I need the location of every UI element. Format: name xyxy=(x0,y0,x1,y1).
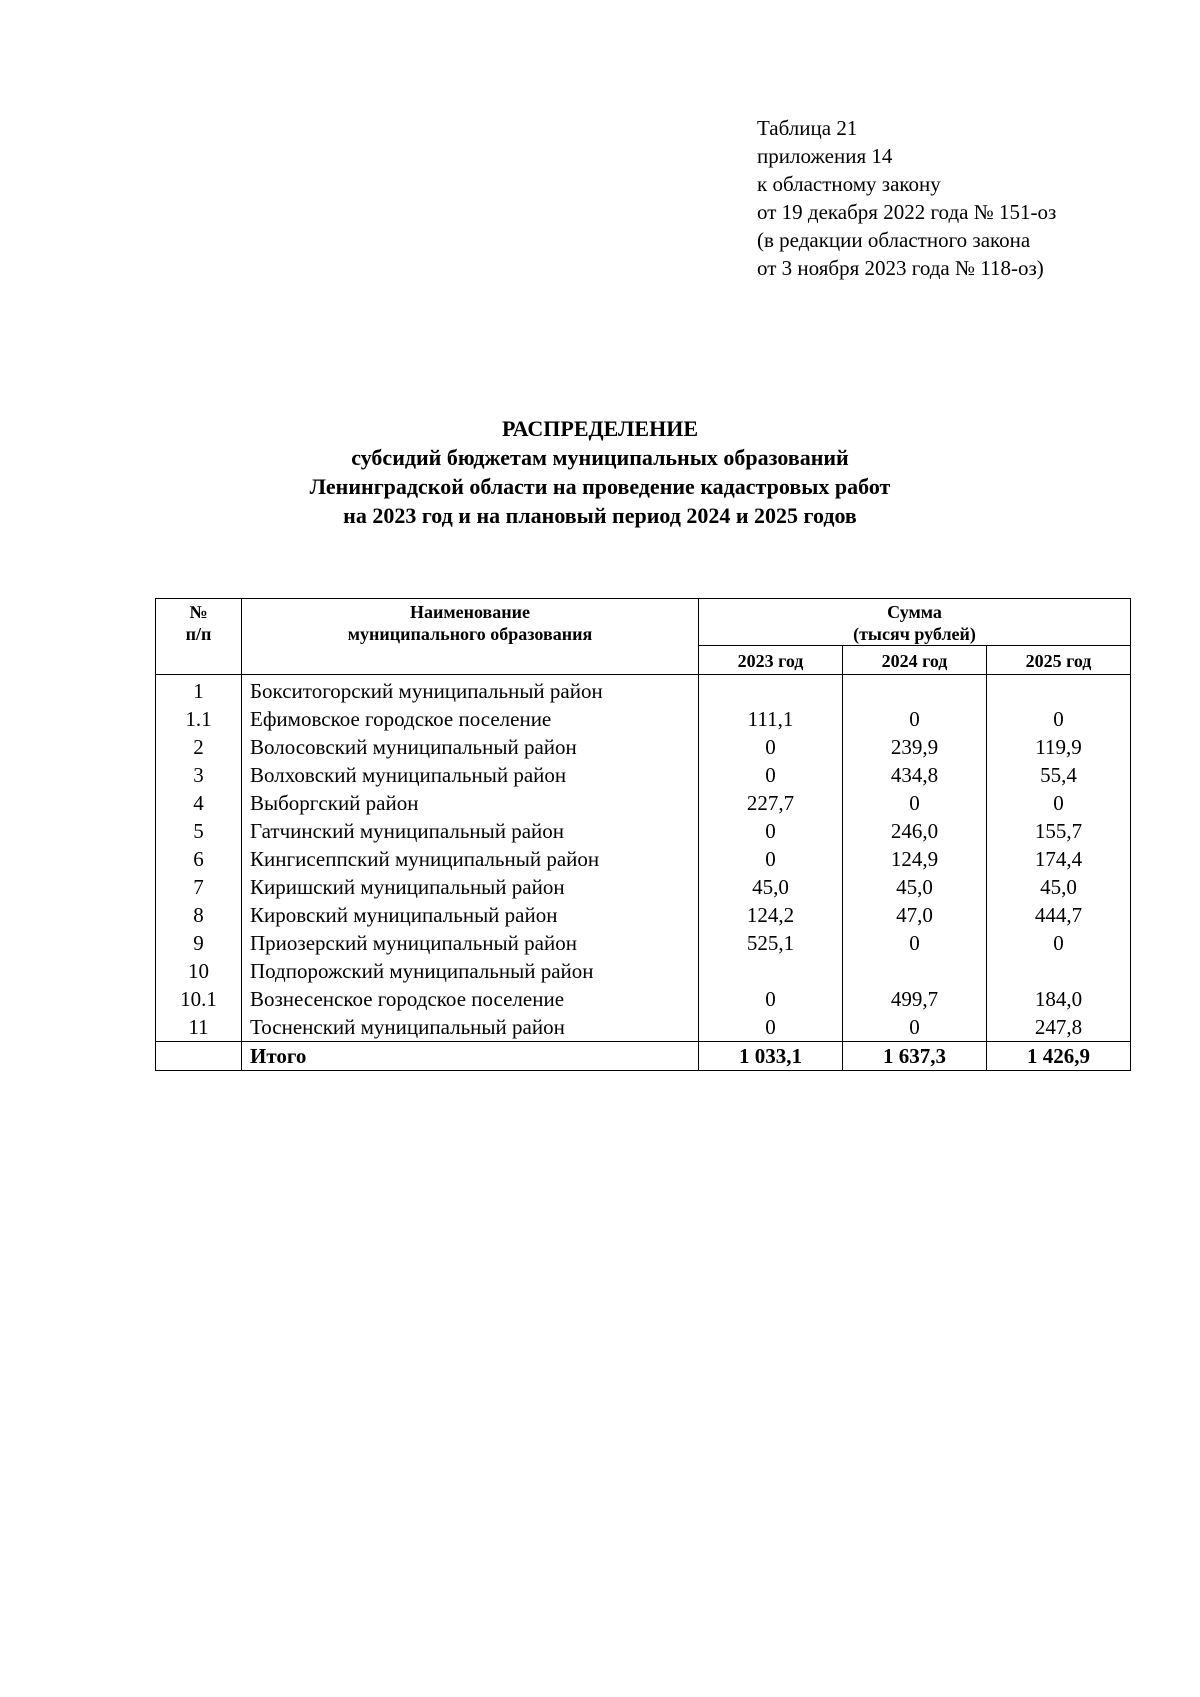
amount-2025: 444,7 xyxy=(987,901,1131,929)
title-line: РАСПРЕДЕЛЕНИЕ xyxy=(501,416,698,441)
subsidy-distribution-table xyxy=(155,598,1131,1071)
header-text: № xyxy=(189,602,208,622)
amount-2023: 525,1 xyxy=(699,929,843,957)
header-text: (тысяч рублей) xyxy=(853,624,976,644)
column-header-2023: 2023 год xyxy=(699,646,843,675)
amount-2024: 0 xyxy=(843,1013,987,1042)
table-row xyxy=(156,675,1131,706)
municipality-name: Волосовский муниципальный район xyxy=(242,733,699,761)
municipality-name: Волховский муниципальный район xyxy=(242,761,699,789)
amount-2023: 0 xyxy=(699,817,843,845)
municipality-name: Подпорожский муниципальный район xyxy=(242,957,699,985)
amount-2024: 0 xyxy=(843,705,987,733)
amount-2025: 155,7 xyxy=(987,817,1131,845)
amount-2023: 124,2 xyxy=(699,901,843,929)
municipality-name: Кингисеппский муниципальный район xyxy=(242,845,699,873)
appendix-line: (в редакции областного закона xyxy=(757,228,1031,252)
amount-2023 xyxy=(699,675,843,706)
amount-2023: 227,7 xyxy=(699,789,843,817)
table-row xyxy=(156,1013,1131,1042)
total-2023: 1 033,1 xyxy=(699,1042,843,1071)
appendix-line: от 19 декабря 2022 года № 151-оз xyxy=(757,200,1057,224)
table-row xyxy=(156,845,1131,873)
municipality-name: Вознесенское городское поселение xyxy=(242,985,699,1013)
municipality-name: Бокситогорский муниципальный район xyxy=(242,675,699,706)
row-number: 4 xyxy=(156,789,242,817)
header-text: Сумма xyxy=(887,602,942,622)
appendix-line: приложения 14 xyxy=(757,144,893,168)
table-row xyxy=(156,985,1131,1013)
amount-2024: 246,0 xyxy=(843,817,987,845)
amount-2025: 55,4 xyxy=(987,761,1131,789)
appendix-line: Таблица 21 xyxy=(757,116,858,140)
municipality-name: Тосненский муниципальный район xyxy=(242,1013,699,1042)
municipality-name: Ефимовское городское поселение xyxy=(242,705,699,733)
amount-2024: 0 xyxy=(843,789,987,817)
amount-2025 xyxy=(987,957,1131,985)
amount-2025: 0 xyxy=(987,789,1131,817)
appendix-line: от 3 ноября 2023 года № 118-оз) xyxy=(757,256,1044,280)
table-row xyxy=(156,705,1131,733)
header-text: муниципального образования xyxy=(347,624,593,644)
total-label: Итого xyxy=(242,1042,699,1071)
total-2024: 1 637,3 xyxy=(843,1042,987,1071)
municipality-name: Приозерский муниципальный район xyxy=(242,929,699,957)
amount-2023: 45,0 xyxy=(699,873,843,901)
document-title xyxy=(0,414,1200,530)
row-number: 1.1 xyxy=(156,705,242,733)
amount-2024 xyxy=(843,675,987,706)
amount-2024: 239,9 xyxy=(843,733,987,761)
municipality-name: Киришский муниципальный район xyxy=(242,873,699,901)
amount-2023: 0 xyxy=(699,761,843,789)
row-number: 8 xyxy=(156,901,242,929)
row-number: 6 xyxy=(156,845,242,873)
municipality-name: Выборгский район xyxy=(242,789,699,817)
table-row xyxy=(156,817,1131,845)
municipality-name: Гатчинский муниципальный район xyxy=(242,817,699,845)
row-number: 3 xyxy=(156,761,242,789)
row-number: 10 xyxy=(156,957,242,985)
column-header-number xyxy=(156,599,242,675)
amount-2025: 45,0 xyxy=(987,873,1131,901)
header-text: Наименование xyxy=(410,602,530,622)
amount-2023: 0 xyxy=(699,1013,843,1042)
table-row xyxy=(156,957,1131,985)
amount-2025: 184,0 xyxy=(987,985,1131,1013)
amount-2024: 45,0 xyxy=(843,873,987,901)
amount-2024: 434,8 xyxy=(843,761,987,789)
amount-2024 xyxy=(843,957,987,985)
column-header-name xyxy=(242,599,699,675)
amount-2024: 0 xyxy=(843,929,987,957)
total-num-cell xyxy=(156,1042,242,1071)
title-line: Ленинградской области на проведение кадастровых работ xyxy=(309,474,891,499)
amount-2024: 124,9 xyxy=(843,845,987,873)
row-number: 11 xyxy=(156,1013,242,1042)
row-number: 1 xyxy=(156,675,242,706)
row-number: 5 xyxy=(156,817,242,845)
total-2025: 1 426,9 xyxy=(987,1042,1131,1071)
appendix-line: к областному закону xyxy=(757,172,941,196)
column-header-2025: 2025 год xyxy=(987,646,1131,675)
table-row xyxy=(156,901,1131,929)
table-row xyxy=(156,929,1131,957)
amount-2024: 499,7 xyxy=(843,985,987,1013)
amount-2025: 0 xyxy=(987,929,1131,957)
amount-2024: 47,0 xyxy=(843,901,987,929)
amount-2025: 0 xyxy=(987,705,1131,733)
header-text: п/п xyxy=(185,624,212,644)
amount-2023 xyxy=(699,957,843,985)
total-row xyxy=(156,1042,1131,1071)
row-number: 7 xyxy=(156,873,242,901)
amount-2025: 119,9 xyxy=(987,733,1131,761)
amount-2023: 0 xyxy=(699,845,843,873)
title-line: субсидий бюджетам муниципальных образований xyxy=(351,445,849,470)
amount-2023: 0 xyxy=(699,985,843,1013)
amount-2025: 247,8 xyxy=(987,1013,1131,1042)
amount-2023: 111,1 xyxy=(699,705,843,733)
table-row xyxy=(156,761,1131,789)
amount-2023: 0 xyxy=(699,733,843,761)
municipality-name: Кировский муниципальный район xyxy=(242,901,699,929)
amount-2025 xyxy=(987,675,1131,706)
row-number: 2 xyxy=(156,733,242,761)
amount-2025: 174,4 xyxy=(987,845,1131,873)
column-header-sum xyxy=(699,599,1131,646)
title-line: на 2023 год и на плановый период 2024 и 2025 годов xyxy=(343,503,857,528)
row-number: 10.1 xyxy=(156,985,242,1013)
table-row xyxy=(156,733,1131,761)
row-number: 9 xyxy=(156,929,242,957)
table-row xyxy=(156,873,1131,901)
column-header-2024: 2024 год xyxy=(843,646,987,675)
appendix-reference xyxy=(757,114,1056,282)
table-row xyxy=(156,789,1131,817)
